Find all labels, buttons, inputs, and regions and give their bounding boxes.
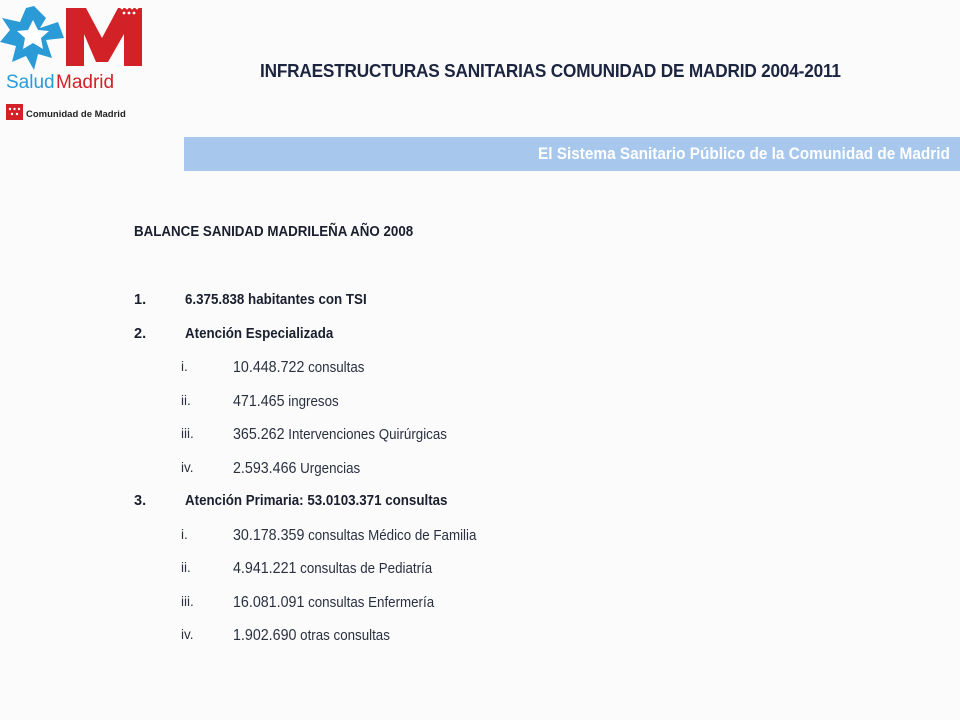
sub-item-text: consultas xyxy=(308,360,365,376)
sub-item-number: ii. xyxy=(181,392,191,408)
m-letter-icon xyxy=(66,8,142,66)
sub-item-text: consultas Médico de Familia xyxy=(308,527,477,544)
sub-item-number: iii. xyxy=(181,593,194,609)
sub-item-text: ingresos xyxy=(288,393,339,410)
sub-item-number: i. xyxy=(181,526,188,542)
svg-text:Comunidad de Madrid: Comunidad de Madrid xyxy=(26,109,126,120)
sub-item-value: 4.941.221 xyxy=(233,560,297,577)
list-item-number: 3. xyxy=(134,493,147,509)
list-item-text: Atención Primaria: 53.0103.371 consultas xyxy=(185,493,448,509)
list-item xyxy=(134,326,854,360)
sub-item-number: ii. xyxy=(181,560,191,575)
sub-list-item xyxy=(134,393,854,427)
sub-item-value: 16.081.091 xyxy=(233,593,305,611)
sub-list-item xyxy=(134,627,854,661)
list-item xyxy=(134,292,854,326)
page-title: INFRAESTRUCTURAS SANITARIAS COMUNIDAD DE MADRID 2004-2011 xyxy=(260,60,841,81)
sub-item-number: iv. xyxy=(181,459,194,475)
sub-list-item xyxy=(134,359,854,393)
sub-list-item xyxy=(134,594,854,628)
sub-item-text: Urgencias xyxy=(300,460,361,477)
sub-list-item xyxy=(134,527,854,561)
list-item-number: 2. xyxy=(134,325,147,342)
section-banner xyxy=(184,137,960,171)
list-item xyxy=(134,493,854,527)
saludmadrid-logo xyxy=(0,0,150,125)
sub-item-number: iv. xyxy=(181,627,194,642)
sub-item-number: iii. xyxy=(181,426,194,441)
sub-item-value: 365.262 xyxy=(233,426,285,443)
sub-item-text: consultas Enfermería xyxy=(308,594,435,611)
sub-list-item xyxy=(134,460,854,494)
sub-item-text: otras consultas xyxy=(300,628,390,644)
sub-item-value: 471.465 xyxy=(233,392,285,410)
sub-item-value: 2.593.466 xyxy=(233,459,297,477)
sub-item-number: i. xyxy=(181,359,188,374)
sub-item-value: 30.178.359 xyxy=(233,526,305,544)
sub-item-text: consultas de Pediatría xyxy=(300,561,433,577)
balance-list xyxy=(134,292,854,661)
sub-item-text: Intervenciones Quirúrgicas xyxy=(288,427,447,443)
list-item-number: 1. xyxy=(134,292,147,308)
sub-list-item xyxy=(134,560,854,594)
list-item-text: Atención Especializada xyxy=(185,325,334,342)
content xyxy=(134,224,854,644)
sub-item-value: 1.902.690 xyxy=(233,627,297,644)
banner-text: El Sistema Sanitario Público de la Comunidad de Madrid xyxy=(538,145,950,163)
svg-text:Salud: Salud xyxy=(6,72,55,93)
sub-list-item xyxy=(134,426,854,460)
sub-item-value: 10.448.722 xyxy=(233,359,305,376)
section-heading: BALANCE SANIDAD MADRILEÑA AÑO 2008 xyxy=(134,224,414,240)
list-item-text: 6.375.838 habitantes con TSI xyxy=(185,292,367,308)
svg-text:Madrid: Madrid xyxy=(56,72,115,93)
